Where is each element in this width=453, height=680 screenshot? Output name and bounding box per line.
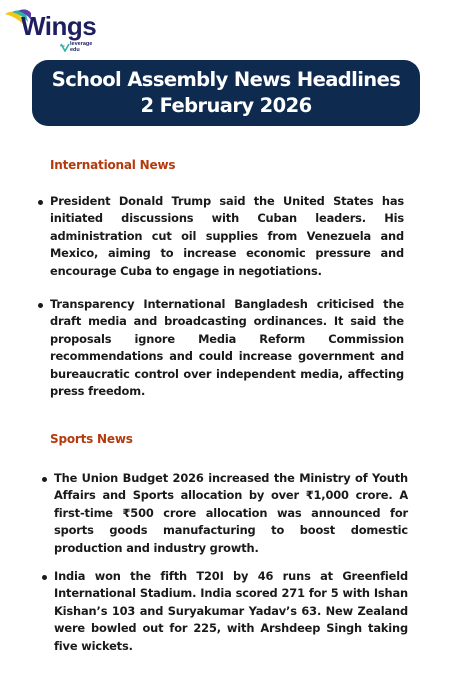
bullet-icon bbox=[38, 200, 43, 205]
logo-wordmark: Wings bbox=[21, 11, 97, 41]
banner-title: School Assembly News Headlines bbox=[51, 68, 401, 91]
bullet-icon bbox=[42, 575, 47, 580]
section-title-sports: Sports News bbox=[50, 432, 133, 446]
headline-banner bbox=[32, 60, 420, 126]
news-item-text: India won the fifth T20I by 46 runs at Greenfield International Stadium. India scored 271 for 5 with Ishan Kishan’s 103 and Suryakumar Yadav’s 63. New Zealand were bowled out for 225, with Arshdeep Singh taking five wickets. bbox=[54, 569, 408, 653]
logo-tagline: leverage edu bbox=[70, 41, 93, 53]
bullet-icon bbox=[38, 303, 43, 308]
wings-logo bbox=[4, 8, 104, 58]
news-item-text: Transparency International Bangladesh criticised the draft media and broadcasting ordinances. It said the proposals ignore Media Reform Commission recommendations and could increase government and bureaucratic control over independent media, affecting press freedom. bbox=[50, 297, 404, 399]
news-item-text: The Union Budget 2026 increased the Ministry of Youth Affairs and Sports allocation by over ₹1,000 crore. A first-time ₹500 crore allocation was announced for sports goods manufacturing to boost domestic production and industry growth. bbox=[54, 471, 408, 555]
banner-date: 2 February 2026 bbox=[140, 94, 312, 117]
news-item-text: President Donald Trump said the United States has initiated discussions with Cuban leaders. His administration cut oil supplies from Venezuela and Mexico, aiming to increase economic pressure and encourage Cuba to engage in negotiations. bbox=[50, 194, 404, 278]
bullet-icon bbox=[42, 477, 47, 482]
leverage-edu-icon bbox=[60, 42, 70, 52]
logo-trademark: TM bbox=[60, 44, 65, 48]
section-title-international: International News bbox=[50, 158, 176, 172]
